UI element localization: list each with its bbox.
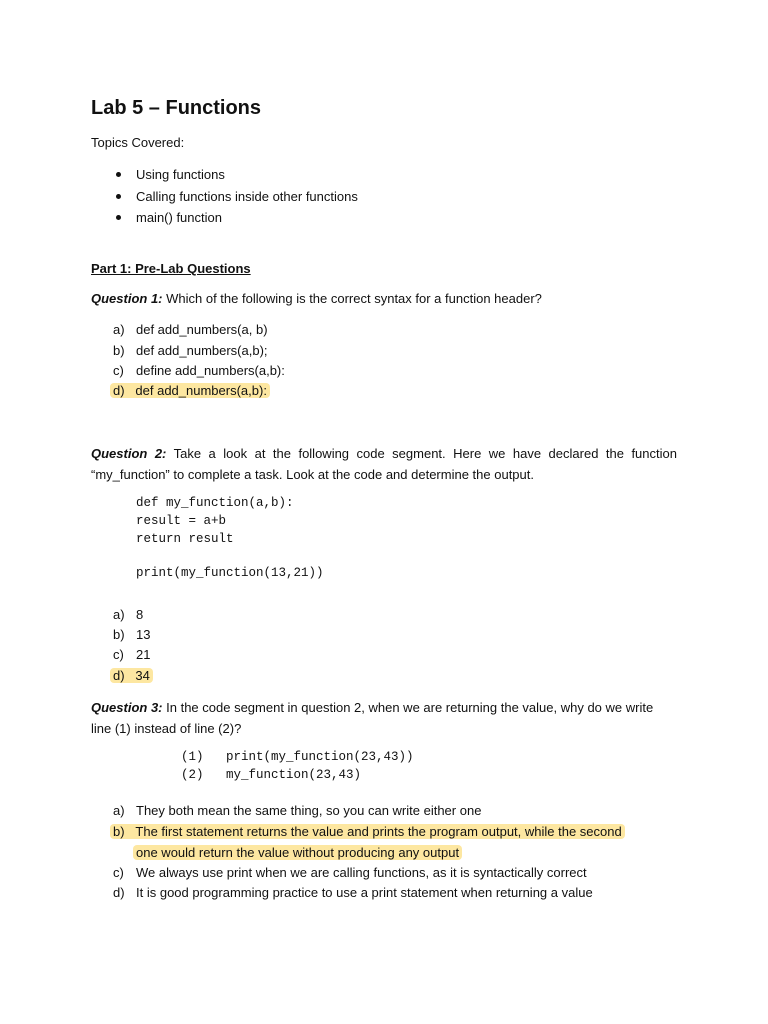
code-line: return result [136, 532, 234, 546]
question-3-label: Question 3: [91, 700, 163, 715]
bullet-icon [116, 194, 121, 199]
line-number: (2) [181, 768, 204, 782]
option-letter: a) [113, 322, 125, 337]
bullet-icon [116, 172, 121, 177]
topic-item: main() function [136, 210, 222, 225]
question-2-label: Question 2: [91, 446, 167, 461]
option-highlight: one would return the value without producing any output [133, 845, 462, 860]
q2-option-a-text: 8 [136, 607, 144, 622]
q2-option-c: c) [113, 647, 124, 662]
q3-option-d: d) [113, 885, 125, 900]
topic-item: Calling functions inside other functions [136, 189, 358, 204]
question-3-text: In the code segment in question 2, when we are returning the value, why do we write line (1) instead of line (2)? [91, 700, 654, 736]
q2-option-d-text: 34 [135, 668, 150, 683]
question-3 [91, 697, 677, 739]
question-2 [91, 443, 677, 485]
option-letter: d) [113, 383, 125, 398]
q1-option-a [113, 321, 125, 339]
option-letter: b) [113, 824, 125, 839]
topic-item: Using functions [136, 167, 225, 182]
topics-heading: Topics Covered: [91, 135, 185, 150]
code-line: print(my_function(23,43)) [226, 750, 414, 764]
q1-option-b [113, 342, 125, 360]
option-letter: b) [113, 343, 125, 358]
q3-option-a: a) [113, 803, 125, 818]
q3-option-d-text: It is good programming practice to use a print statement when returning a value [136, 885, 593, 900]
q2-option-b: b) [113, 627, 125, 642]
question-2-text: Take a look at the following code segment. Here we have declared the function “my_function” to complete a task. Look at the code and determine the output. [91, 446, 677, 482]
q3-option-a-text: They both mean the same thing, so you can write either one [136, 803, 482, 818]
page-title: Lab 5 – Functions [91, 97, 262, 119]
q1-option-a-text: def add_numbers(a, b) [136, 322, 268, 337]
question-1-text: Which of the following is the correct syntax for a function header? [162, 291, 542, 306]
q3-option-c-text: We always use print when we are calling functions, as it is syntactically correct [136, 865, 587, 880]
q2-option-c-text: 21 [136, 647, 151, 662]
bullet-icon [116, 215, 121, 220]
q1-option-d-text: def add_numbers(a,b): [135, 383, 267, 398]
q1-option-c-text: define add_numbers(a,b): [136, 363, 285, 378]
q2-option-d-highlighted [113, 667, 153, 685]
question-1-label: Question 1: [91, 291, 163, 306]
line-number: (1) [181, 750, 204, 764]
part1-heading: Part 1: Pre-Lab Questions [91, 261, 251, 276]
code-line: def my_function(a,b): [136, 496, 294, 510]
q1-option-d-highlighted [113, 382, 270, 400]
q2-option-a: a) [113, 607, 125, 622]
q2-option-b-text: 13 [136, 627, 151, 642]
option-highlight [110, 668, 153, 683]
q3-option-b-continued [136, 844, 462, 862]
q3-option-b-highlighted [113, 823, 625, 841]
code-line: print(my_function(13,21)) [136, 566, 324, 580]
option-highlight [110, 824, 625, 839]
question-1 [91, 290, 542, 308]
code-line: result = a+b [136, 514, 227, 528]
code-line: my_function(23,43) [226, 768, 362, 782]
q3-option-c: c) [113, 865, 124, 880]
q1-option-c [113, 362, 124, 380]
q1-option-b-text: def add_numbers(a,b); [136, 343, 268, 358]
option-letter: d) [113, 668, 125, 683]
option-highlight [110, 383, 270, 398]
q3-option-b-text: The first statement returns the value and prints the program output, while the second [135, 824, 622, 839]
option-letter: c) [113, 363, 124, 378]
